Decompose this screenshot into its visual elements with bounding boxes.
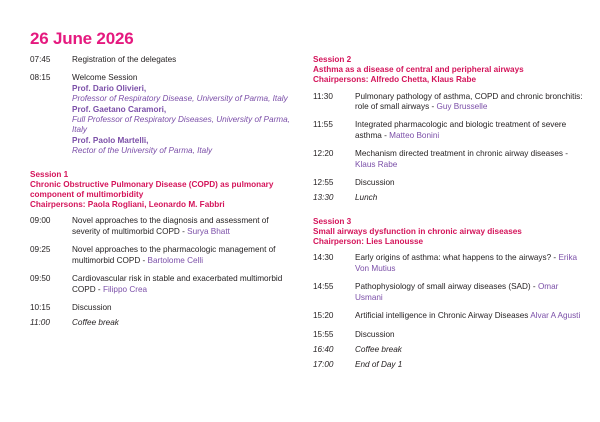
row-body: [72, 245, 292, 266]
row-time: 09:25: [30, 245, 51, 255]
person-entry: [72, 84, 292, 105]
session-number: Session 2: [313, 55, 352, 64]
session-title: Chronic Obstructive Pulmonary Disease (COPD) as pulmonary component of multimorbidity: [30, 179, 274, 200]
session-number: Session 3: [313, 216, 352, 226]
row-time: 08:15: [30, 73, 51, 83]
left-column: [30, 55, 292, 337]
row-text: Mechanism directed treatment in chronic airway diseases -: [355, 149, 568, 159]
row-speaker: Matteo Bonini: [389, 130, 440, 140]
page-title: 26 June 2026: [30, 29, 134, 48]
row-text: End of Day 1: [355, 360, 403, 370]
schedule-row: [313, 311, 588, 321]
row-time: 11:00: [30, 318, 50, 328]
schedule-row: [313, 360, 588, 370]
row-speaker: Guy Brusselle: [436, 102, 488, 112]
person-affiliation: Full Professor of Respiratory Diseases, University of Parma, Italy: [72, 115, 290, 135]
session-2-heading: [313, 55, 588, 86]
row-body: [355, 360, 588, 370]
row-speaker: Erika Von Mutius: [355, 253, 578, 273]
row-text: Cardiovascular risk in stable and exacerbated multimorbid COPD -: [72, 274, 283, 294]
schedule-row: [313, 149, 588, 170]
person-name: Prof. Gaetano Caramori,: [72, 104, 167, 114]
row-time: 10:15: [30, 302, 51, 312]
row-text: Pathophysiology of small airway diseases (SAD) -: [355, 282, 538, 292]
row-speaker: Alvar A Agusti: [530, 311, 581, 321]
row-body: [355, 282, 588, 303]
row-body: [72, 73, 292, 156]
row-time: 15:20: [313, 311, 334, 321]
schedule-row: [30, 73, 292, 156]
row-speaker: Surya Bhatt: [187, 226, 230, 236]
session-chairs: Chairpersons: Paola Rogliani, Leonardo M. Fabbri: [30, 200, 225, 210]
row-text: Early origins of asthma: what happens to the airways? -: [355, 253, 559, 263]
row-text: Novel approaches to the pharmacologic management of multimorbid COPD -: [72, 245, 276, 265]
row-time: 14:55: [313, 282, 334, 292]
row-time: 17:00: [313, 360, 334, 370]
row-body: [355, 345, 588, 355]
row-body: [355, 178, 588, 188]
schedule-row: [313, 193, 588, 203]
row-time: 11:55: [313, 120, 333, 130]
schedule-row: [313, 178, 588, 188]
right-column: [313, 55, 588, 379]
schedule-row: [313, 253, 588, 274]
row-text: Discussion: [355, 178, 395, 188]
row-time: 07:45: [30, 55, 51, 64]
session-2-rows: [313, 92, 588, 204]
row-time: 13:30: [313, 193, 334, 203]
session-1-heading: [30, 170, 292, 211]
row-body: [72, 55, 292, 65]
row-text: Pulmonary pathology of asthma, COPD and chronic bronchitis: role of small airways -: [355, 91, 583, 112]
row-body: [72, 274, 292, 295]
row-time: 12:20: [313, 149, 334, 159]
row-body: [355, 193, 588, 203]
row-text: Coffee break: [355, 344, 402, 354]
row-time: 16:40: [313, 344, 334, 354]
row-speaker: Filippo Crea: [102, 284, 148, 294]
row-body: [355, 330, 588, 340]
row-time: 15:55: [313, 329, 334, 339]
session-chairs: Chairpersons: Alfredo Chetta, Klaus Rabe: [313, 75, 477, 85]
schedule-row: [313, 282, 588, 303]
schedule-row: [313, 345, 588, 355]
row-time: 14:30: [313, 253, 334, 263]
schedule-row: [30, 55, 292, 65]
row-speaker: Omar Usmani: [355, 282, 559, 302]
row-text: Discussion: [355, 329, 395, 339]
row-body: [72, 303, 292, 313]
row-text: Novel approaches to the diagnosis and assessment of severity of multimorbid COPD -: [72, 216, 269, 236]
person-affiliation: Professor of Respiratory Disease, University of Parma, Italy: [72, 94, 288, 104]
row-body: [355, 149, 588, 170]
session-title: Asthma as a disease of central and peripheral airways: [313, 65, 524, 75]
session-3-heading: [313, 217, 588, 248]
row-time: 12:55: [313, 178, 334, 188]
row-text: Artificial intelligence in Chronic Airway Diseases: [355, 311, 531, 321]
row-text: Discussion: [72, 302, 112, 312]
row-body: [355, 92, 588, 113]
row-speaker: Bartolome Celli: [147, 255, 204, 265]
schedule-row: [30, 318, 292, 328]
row-text: Integrated pharmacologic and biologic treatment of severe asthma -: [355, 120, 567, 140]
row-text: Lunch: [355, 193, 378, 203]
row-text: Coffee break: [72, 318, 119, 328]
row-body: [72, 216, 292, 237]
schedule-row: [313, 330, 588, 340]
row-body: [355, 311, 588, 321]
person-name: Prof. Paolo Martelli,: [72, 135, 149, 145]
row-text: Registration of the delegates: [72, 55, 177, 64]
schedule-row: [30, 303, 292, 313]
schedule-row: [30, 245, 292, 266]
row-speaker: Klaus Rabe: [355, 159, 398, 169]
session-3-rows: [313, 253, 588, 370]
schedule-row: [313, 120, 588, 141]
session-1-rows: [30, 216, 292, 328]
session-title: Small airways dysfunction in chronic airway diseases: [313, 227, 522, 237]
row-text: Welcome Session: [72, 73, 138, 83]
person-entry: [72, 136, 292, 157]
row-time: 11:30: [313, 91, 333, 101]
session-number: Session 1: [30, 169, 69, 179]
row-body: [355, 120, 588, 141]
schedule-row: [30, 274, 292, 295]
person-affiliation: Rector of the University of Parma, Italy: [72, 146, 213, 156]
person-name: Prof. Dario Olivieri,: [72, 83, 147, 93]
row-body: [72, 318, 292, 328]
person-entry: [72, 105, 292, 136]
schedule-row: [30, 216, 292, 237]
session-chairs: Chairperson: Lies Lanousse: [313, 237, 424, 247]
row-body: [355, 253, 588, 274]
row-time: 09:00: [30, 216, 51, 226]
row-time: 09:50: [30, 274, 51, 284]
schedule-row: [313, 92, 588, 113]
